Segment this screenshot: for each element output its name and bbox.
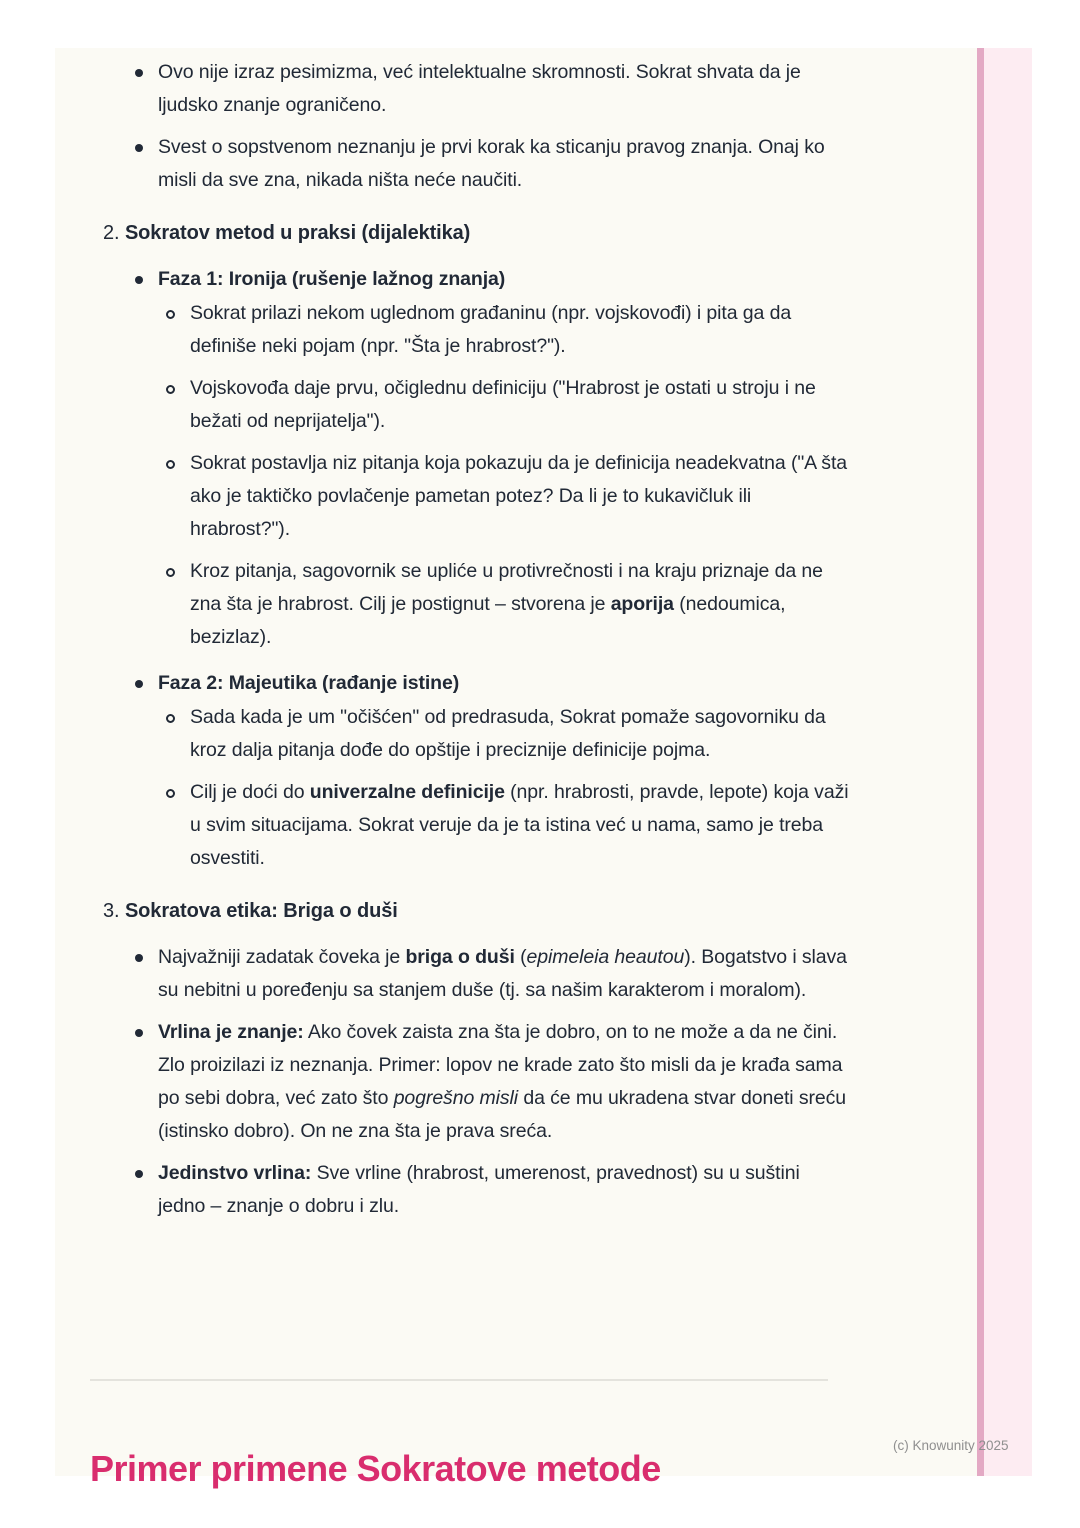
text-segment: Faza 2: Majeutika (rađanje istine)	[158, 672, 460, 694]
bullet-disc-icon	[135, 1170, 143, 1178]
text-segment: Vrlina je znanje:	[158, 1021, 304, 1043]
bullet-disc-icon	[135, 69, 143, 77]
text-segment: Najvažniji zadatak čoveka je	[158, 946, 406, 968]
page-heading: Primer primene Sokratove metode	[90, 1448, 661, 1490]
list-item	[103, 131, 851, 197]
text-segment: pogrešno misli	[393, 1087, 519, 1109]
list-item	[103, 372, 851, 438]
list-text	[190, 706, 826, 761]
bookmark-stripe	[977, 48, 1032, 1476]
section-title: Sokratov metod u praksi (dijalektika)	[124, 222, 471, 244]
list-item	[103, 555, 851, 654]
section-divider	[90, 1379, 828, 1381]
text-segment: Vojskovođa daje prvu, očiglednu definiciju ("Hrabrost je ostati u stroju i ne bežati od neprijatelja").	[190, 377, 816, 432]
list-text	[190, 560, 823, 648]
section-number: 3.	[103, 900, 125, 922]
text-segment: Ovo nije izraz pesimizma, već intelektualne skromnosti. Sokrat shvata da je ljudsko znanje ograničeno.	[158, 61, 801, 116]
list-item	[103, 1157, 851, 1223]
bullet-circle-icon	[166, 385, 175, 394]
text-segment: (	[514, 946, 527, 968]
list-text	[158, 1021, 846, 1142]
list-item	[103, 297, 851, 363]
text-segment: (nedoumica, bezizlaz).	[190, 593, 786, 648]
list-item	[103, 701, 851, 767]
list-text	[190, 377, 816, 432]
text-segment: Svest o sopstvenom neznanju je prvi korak ka sticanju pravog znanja. Onaj ko misli da sve zna, nikada ništa neće naučiti.	[158, 136, 825, 191]
list-text	[158, 672, 459, 694]
list-text	[158, 1162, 800, 1217]
bullet-circle-icon	[166, 789, 175, 798]
list-item	[103, 447, 851, 546]
text-segment: Kroz pitanja, sagovornik se upliće u protivrečnosti i na kraju priznaje da ne zna šta je hrabrost. Cilj je postignut – stvorena je	[190, 560, 823, 615]
bullet-circle-icon	[166, 714, 175, 723]
text-segment: epimeleia heautou	[526, 946, 685, 968]
list-text	[190, 302, 791, 357]
list-item	[103, 941, 851, 1007]
list-item	[103, 776, 851, 875]
text-segment: Cilj je doći do	[190, 781, 310, 803]
text-segment: aporija	[610, 593, 674, 615]
text-segment: Jedinstvo vrlina:	[158, 1162, 312, 1184]
list-item	[103, 56, 851, 122]
bullet-disc-icon	[135, 954, 143, 962]
bullet-disc-icon	[135, 144, 143, 152]
text-segment: ). Bogatstvo i slava su nebitni u poređenju sa stanjem duše (tj. sa našim karakterom i moralom).	[158, 946, 847, 1001]
text-segment: Sve vrline (hrabrost, umerenost, pravednost) su u suštini jedno – znanje o dobru i zlu.	[158, 1162, 800, 1217]
list-text	[158, 268, 505, 290]
bullet-disc-icon	[135, 680, 143, 688]
list-text	[190, 452, 847, 540]
text-segment: briga o duši	[405, 946, 515, 968]
text-segment: univerzalne definicije	[309, 781, 505, 803]
list-item	[103, 263, 851, 296]
text-segment: Ako čovek zaista zna šta je dobro, on to ne može a da ne čini. Zlo proizilazi iz neznanja. Primer: lopov ne krade zato što misli da je krađa sama po sebi dobra, već zato što	[158, 1021, 843, 1109]
copyright-watermark: (c) Knowunity 2025	[893, 1438, 1009, 1453]
section-heading	[103, 895, 851, 928]
bullet-circle-icon	[166, 310, 175, 319]
text-segment: Sokrat prilazi nekom uglednom građaninu (npr. vojskovođi) i pita ga da definiše neki pojam (npr. "Šta je hrabrost?").	[190, 302, 792, 357]
section-heading	[103, 217, 851, 250]
section-number: 2.	[103, 222, 125, 244]
list-text	[158, 946, 847, 1001]
bullet-disc-icon	[135, 276, 143, 284]
bullet-circle-icon	[166, 568, 175, 577]
bullet-disc-icon	[135, 1029, 143, 1037]
bullet-circle-icon	[166, 460, 175, 469]
content-card	[55, 48, 977, 1490]
list-item	[103, 667, 851, 700]
list-item	[103, 1016, 851, 1148]
text-segment: Sokrat postavlja niz pitanja koja pokazuju da je definicija neadekvatna ("A šta ako je taktičko povlačenje pametan potez? Da li je to kukavičluk ili hrabrost?").	[190, 452, 848, 540]
list-text	[190, 781, 848, 869]
text-segment: (npr. hrabrosti, pravde, lepote) koja važi u svim situacijama. Sokrat veruje da je ta istina već u nama, samo je treba osvestiti.	[190, 781, 849, 869]
text-segment: Sada kada je um "očišćen" od predrasuda, Sokrat pomaže sagovorniku da kroz dalja pitanja dođe do opštije i preciznije definicije pojma.	[190, 706, 826, 761]
list-text	[158, 136, 825, 191]
text-segment: Faza 1: Ironija (rušenje lažnog znanja)	[158, 268, 506, 290]
text-segment: da će mu ukradena stvar doneti sreću (istinsko dobro). On ne zna šta je prava sreća.	[158, 1087, 846, 1142]
content-list	[103, 56, 851, 1232]
section-title: Sokratova etika: Briga o duši	[124, 900, 398, 922]
list-text	[158, 61, 801, 116]
